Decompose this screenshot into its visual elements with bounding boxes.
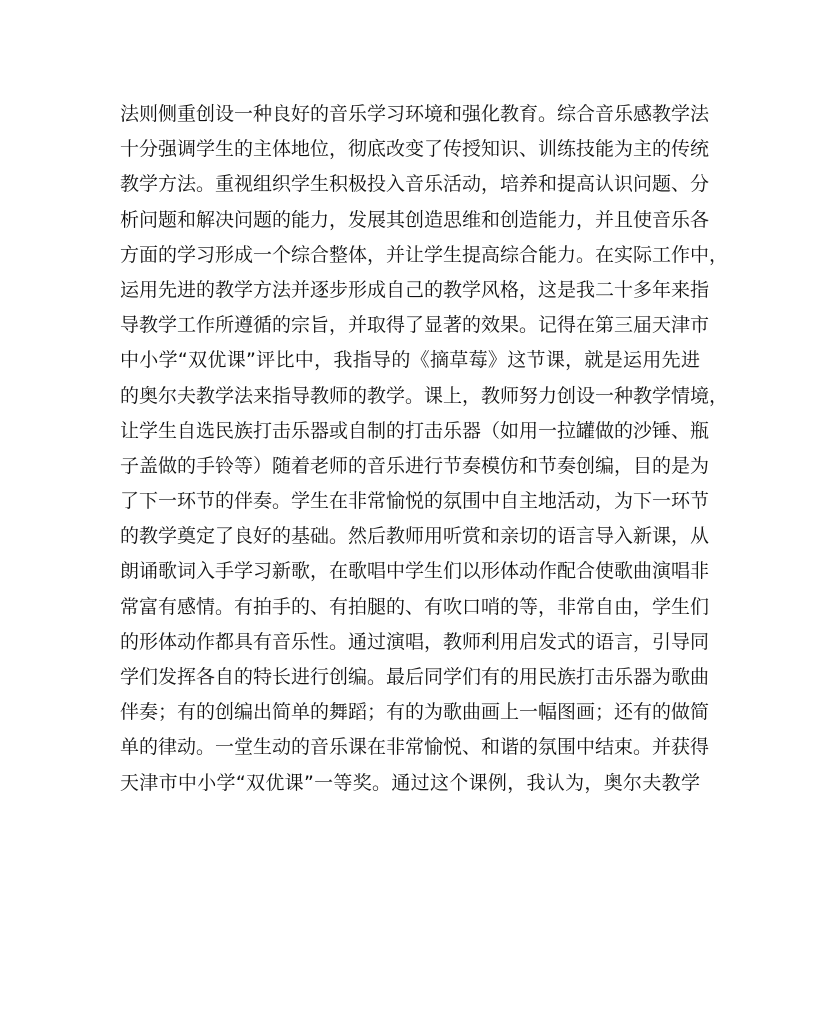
body-text [120, 97, 729, 801]
text-line-8: 中小学“双优课”评比中，我指导的《摘草莓》这节课，就是运用先进 [120, 349, 700, 372]
text-line-9: 的奥尔夫教学法来指导教师的教学。课上，教师努力创设一种教学情境， [120, 384, 729, 407]
text-line-1: 法则侧重创设一种良好的音乐学习环境和强化教育。综合音乐感教学法 [120, 103, 710, 125]
text-line-20: 天津市中小学“双优课”一等奖。通过这个课例，我认为，奥尔夫教学 [120, 771, 700, 794]
text-line-18: 伴奏；有的创编出简单的舞蹈；有的为歌曲画上一幅图画；还有的做简 [120, 701, 710, 724]
text-line-17: 学们发挥各自的特长进行创编。最后同学们有的用民族打击乐器为歌曲 [120, 666, 710, 688]
text-line-3: 教学方法。重视组织学生积极投入音乐活动，培养和提高认识问题、分 [120, 173, 710, 196]
text-line-19: 单的律动。一堂生动的音乐课在非常愉悦、和谐的氛围中结束。并获得 [120, 736, 710, 759]
text-line-12: 了下一环节的伴奏。学生在非常愉悦的氛围中自主地活动，为下一环节 [120, 490, 710, 513]
text-line-14: 朗诵歌词入手学习新歌，在歌唱中学生们以形体动作配合使歌曲演唱非 [120, 560, 710, 583]
text-line-13: 的教学奠定了良好的基础。然后教师用听赏和亲切的语言导入新课，从 [120, 525, 710, 548]
text-line-11: 子盖做的手铃等）随着老师的音乐进行节奏模仿和节奏创编，目的是为 [120, 454, 710, 477]
text-line-5: 方面的学习形成一个综合整体，并让学生提高综合能力。在实际工作中， [120, 243, 729, 266]
text-line-7: 导教学工作所遵循的宗旨，并取得了显著的效果。记得在第三届天津市 [120, 314, 710, 337]
text-line-10: 让学生自选民族打击乐器或自制的打击乐器（如用一拉罐做的沙锤、瓶 [120, 419, 710, 442]
text-line-2: 十分强调学生的主体地位，彻底改变了传授知识、训练技能为主的传统 [120, 138, 710, 161]
text-line-4: 析问题和解决问题的能力，发展其创造思维和创造能力，并且使音乐各 [120, 208, 710, 231]
text-line-6: 运用先进的教学方法并逐步形成自己的教学风格，这是我二十多年来指 [120, 278, 710, 301]
text-line-15: 常富有感情。有拍手的、有拍腿的、有吹口哨的等，非常自由，学生们 [120, 595, 710, 618]
text-line-16: 的形体动作都具有音乐性。通过演唱，教师利用启发式的语言，引导同 [120, 630, 710, 653]
